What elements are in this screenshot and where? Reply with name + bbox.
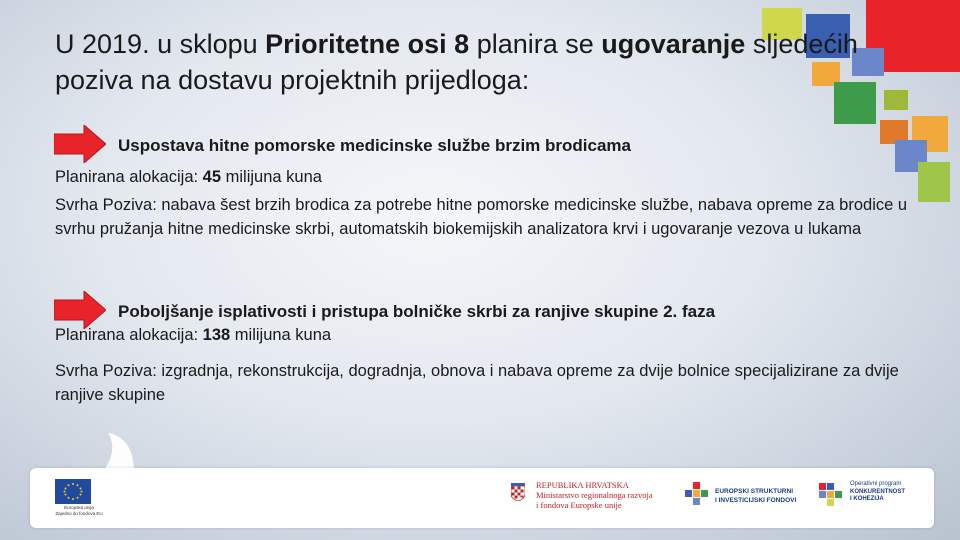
call-1-allocation: Planirana alokacija: 45 milijuna kuna [55,168,322,186]
eu-flag-icon [55,479,91,504]
op-text: Operativni program KONKURENTNOST I KOHEZIJA [850,481,905,502]
slide-title: U 2019. u sklopu Prioritetne osi 8 planira se ugovaranje sljedećih poziva na dostavu projektnih prijedloga: [55,29,858,95]
call-1-purpose: Svrha Poziva: nabava šest brzih brodica za potrebe hitne pomorske medicinske službe, nabava opreme za brodice u svrhu pružanja hitne medicinske skrbi, automatskih biokemijskih analizatora krvi i ugovaranje vezova u lukama [55,196,908,238]
footer-logo-bar [30,468,934,528]
op-logo-icon [818,482,844,508]
eu-caption: Europska unija Zajedno do fondova EU [55,505,103,516]
right-arrow-icon [54,125,106,163]
call-2-allocation: Planirana alokacija: 138 milijuna kuna [55,326,332,344]
call-1-heading: Uspostava hitne pomorske medicinske službe brzim brodicama [118,136,631,155]
croatia-crest-icon [511,483,525,501]
call-2-purpose: Svrha Poziva: izgradnja, rekonstrukcija, dogradnja, obnova i nabava opreme za dvije bolnice specijalizirane za dvije ranjive skupine [55,362,899,404]
ministry-text: REPUBLIKA HRVATSKA Ministarstvo regionalnoga razvoja i fondova Europske unije [536,480,653,510]
esif-logo-icon [683,480,711,508]
esif-text: EUROPSKI STRUKTURNI I INVESTICIJSKI FONDOVI [715,488,797,504]
call-2-heading: Poboljšanje isplativosti i pristupa bolničke skrbi za ranjive skupine 2. faza [118,302,716,321]
